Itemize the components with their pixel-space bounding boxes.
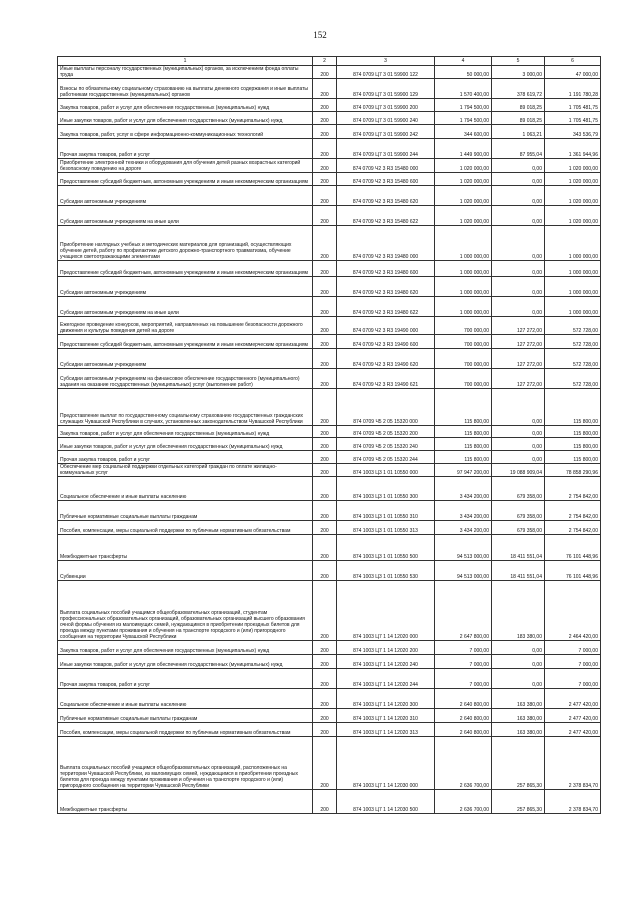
row-executed-cell: 679 358,00	[492, 477, 545, 501]
row-name-cell: Межбюджетные трансферты	[58, 790, 313, 814]
row-remaining-cell: 2 464 420,00	[545, 581, 601, 641]
row-admin-cell: 200	[313, 317, 337, 335]
row-executed-cell: 163 380,00	[492, 689, 545, 709]
row-code-cell: 874 1003 Ц7 1 14 12030 000	[337, 737, 435, 790]
row-executed-cell: 0,00	[492, 669, 545, 689]
row-admin-cell: 200	[313, 723, 337, 737]
row-executed-cell: 19 088 909,04	[492, 464, 545, 477]
row-code-cell: 874 1003 Ц7 1 14 12020 300	[337, 689, 435, 709]
row-planned-cell: 1 020 000,00	[435, 173, 492, 186]
row-remaining-cell: 115 800,00	[545, 426, 601, 438]
row-executed-cell: 183 380,00	[492, 581, 545, 641]
row-executed-cell: 163 380,00	[492, 709, 545, 723]
row-admin-cell: 200	[313, 335, 337, 349]
row-name-cell: Прочая закупка товаров, работ и услуг	[58, 139, 313, 159]
row-executed-cell: 0,00	[492, 655, 545, 669]
table-row	[58, 737, 601, 790]
table-row	[58, 66, 601, 79]
row-planned-cell: 1 000 000,00	[435, 261, 492, 277]
row-code-cell: 874 0709 Ч2 3 R3 19480 620	[337, 277, 435, 297]
table-row	[58, 669, 601, 689]
row-remaining-cell: 1 020 000,00	[545, 206, 601, 226]
row-executed-cell: 18 411 551,04	[492, 535, 545, 561]
row-remaining-cell: 1 000 000,00	[545, 297, 601, 317]
table-row	[58, 261, 601, 277]
row-name-cell: Приобретение наглядных учебных и методических материалов для организаций, осуществляющих обучение детей, работу по профилактике детского дорожно-транспортного травматизма, обучение учащихся светоотражающими элементами	[58, 226, 313, 261]
table-row	[58, 521, 601, 535]
row-admin-cell: 200	[313, 112, 337, 125]
table-row	[58, 464, 601, 477]
row-code-cell: 874 0709 Ч2 3 R3 19490 620	[337, 349, 435, 369]
row-code-cell: 874 1003 Ц3 1 01 10550 500	[337, 535, 435, 561]
row-planned-cell: 700 000,00	[435, 335, 492, 349]
row-executed-cell: 87 955,04	[492, 139, 545, 159]
row-remaining-cell: 2 477 420,00	[545, 723, 601, 737]
table-row	[58, 297, 601, 317]
header-cell: 4	[435, 57, 492, 66]
row-remaining-cell: 2 378 834,70	[545, 790, 601, 814]
row-code-cell: 874 1003 Ц7 1 14 12020 000	[337, 581, 435, 641]
row-remaining-cell: 1 191 780,28	[545, 79, 601, 99]
row-planned-cell: 115 800,00	[435, 438, 492, 451]
row-name-cell: Выплата социальных пособий учащимся общеобразовательных организаций, студентам профессиональных образовательных организаций, образовательных организаций высшего образования очной формы обучения из малоимущих семей, нуждающимся в приобретении проездных билетов для проезда между пунктами проживания и обучения на транспорте городского и (или) пригородного сообщения на территории Чувашской Республики	[58, 581, 313, 641]
row-name-cell: Субсидии автономным учреждениям на иные цели	[58, 297, 313, 317]
row-code-cell: 874 1003 Ц7 1 14 12020 244	[337, 669, 435, 689]
row-remaining-cell: 47 000,00	[545, 66, 601, 79]
row-executed-cell: 3 000,00	[492, 66, 545, 79]
row-name-cell: Иные закупки товаров, работ и услуг для обеспечения государственных (муниципальных) нужд	[58, 655, 313, 669]
table-row	[58, 335, 601, 349]
row-executed-cell: 1 063,21	[492, 125, 545, 139]
row-name-cell: Социальное обеспечение и иные выплаты населению	[58, 477, 313, 501]
row-code-cell: 874 0709 Ц7 3 01 59900 242	[337, 125, 435, 139]
row-admin-cell: 200	[313, 261, 337, 277]
table-row	[58, 689, 601, 709]
row-admin-cell: 200	[313, 477, 337, 501]
row-planned-cell: 115 800,00	[435, 426, 492, 438]
row-remaining-cell: 343 536,79	[545, 125, 601, 139]
row-planned-cell: 2 636 700,00	[435, 737, 492, 790]
row-remaining-cell: 115 800,00	[545, 438, 601, 451]
row-name-cell: Обеспечение мер социальной поддержки отдельных категорий граждан по оплате жилищно-коммунальных услуг	[58, 464, 313, 477]
row-admin-cell: 200	[313, 709, 337, 723]
row-name-cell: Предоставление субсидий бюджетным, автономным учреждениям и иным некоммерческим организациям	[58, 173, 313, 186]
row-remaining-cell: 572 728,00	[545, 349, 601, 369]
row-name-cell: Предоставление субсидий бюджетным, автономным учреждениям и иным некоммерческим организациям	[58, 335, 313, 349]
table-body	[58, 66, 601, 814]
row-admin-cell: 200	[313, 535, 337, 561]
row-remaining-cell: 7 000,00	[545, 669, 601, 689]
row-code-cell: 874 0709 Ч2 3 R3 15480 000	[337, 159, 435, 173]
row-name-cell: Приобретение электронной техники и оборудования для обучения детей разных возрастных категорий безопасному поведению на дороге	[58, 159, 313, 173]
row-admin-cell: 200	[313, 521, 337, 535]
row-executed-cell: 89 018,25	[492, 99, 545, 112]
row-executed-cell: 378 619,72	[492, 79, 545, 99]
row-admin-cell: 200	[313, 66, 337, 79]
header-cell: 6	[545, 57, 601, 66]
row-name-cell: Субвенции	[58, 561, 313, 581]
row-planned-cell: 1 449 900,00	[435, 139, 492, 159]
row-code-cell: 874 0709 Ц7 3 01 59900 244	[337, 139, 435, 159]
table-row	[58, 125, 601, 139]
row-admin-cell: 200	[313, 186, 337, 206]
row-name-cell: Выплата социальных пособий учащимся общеобразовательных организаций, расположенных на территории Чувашской Республики, из малоимущих семей, нуждающимся в приобретении проездных билетов для проезда между пунктами проживания и обучения на транспорте городского и (или) пригородного сообщения на территории Чувашской Республики	[58, 737, 313, 790]
row-code-cell: 874 1003 Ц7 1 14 12020 200	[337, 641, 435, 655]
row-remaining-cell: 2 477 420,00	[545, 709, 601, 723]
row-planned-cell: 3 434 200,00	[435, 501, 492, 521]
table-row	[58, 641, 601, 655]
header-cell: 5	[492, 57, 545, 66]
row-code-cell: 874 0709 Ч2 3 R3 19490 000	[337, 317, 435, 335]
row-executed-cell: 257 865,30	[492, 737, 545, 790]
row-planned-cell: 2 636 700,00	[435, 790, 492, 814]
table-row	[58, 438, 601, 451]
table-row	[58, 112, 601, 125]
row-planned-cell: 1 000 000,00	[435, 226, 492, 261]
row-executed-cell: 0,00	[492, 261, 545, 277]
row-name-cell: Социальное обеспечение и иные выплаты населению	[58, 689, 313, 709]
row-executed-cell: 127 272,00	[492, 335, 545, 349]
row-admin-cell: 200	[313, 426, 337, 438]
row-planned-cell: 1 000 000,00	[435, 297, 492, 317]
row-code-cell: 874 0709 Ч5 2 05 15320 000	[337, 389, 435, 426]
row-code-cell: 874 0709 Ч2 3 R3 15480 620	[337, 186, 435, 206]
row-name-cell: Взносы по обязательному социальному страхованию на выплаты денежного содержания и иные выплаты работникам государственных (муниципальных) органов	[58, 79, 313, 99]
row-name-cell: Иные закупки товаров, работ и услуг для обеспечения государственных (муниципальных) нужд	[58, 112, 313, 125]
row-executed-cell: 0,00	[492, 451, 545, 464]
row-code-cell: 874 0709 Ч2 3 R3 19480 600	[337, 261, 435, 277]
table-row	[58, 226, 601, 261]
row-executed-cell: 18 411 551,04	[492, 561, 545, 581]
row-admin-cell: 200	[313, 655, 337, 669]
row-code-cell: 874 0709 Ч2 3 R3 19480 622	[337, 297, 435, 317]
row-admin-cell: 200	[313, 689, 337, 709]
row-remaining-cell: 2 378 834,70	[545, 737, 601, 790]
row-remaining-cell: 7 000,00	[545, 655, 601, 669]
row-code-cell: 874 0709 Ц7 3 01 59900 122	[337, 66, 435, 79]
row-remaining-cell: 76 101 448,96	[545, 535, 601, 561]
table-row	[58, 501, 601, 521]
row-remaining-cell: 1 000 000,00	[545, 226, 601, 261]
row-code-cell: 874 0709 Ц7 3 01 59900 129	[337, 79, 435, 99]
row-executed-cell: 127 272,00	[492, 317, 545, 335]
row-code-cell: 874 0709 Ч2 3 R3 19490 621	[337, 369, 435, 389]
row-executed-cell: 0,00	[492, 277, 545, 297]
row-code-cell: 874 1003 Ц7 1 14 12020 313	[337, 723, 435, 737]
row-admin-cell: 200	[313, 125, 337, 139]
header-cell: 3	[337, 57, 435, 66]
row-executed-cell: 0,00	[492, 206, 545, 226]
row-remaining-cell: 1 020 000,00	[545, 159, 601, 173]
row-planned-cell: 1 570 400,00	[435, 79, 492, 99]
row-remaining-cell: 78 858 290,96	[545, 464, 601, 477]
row-remaining-cell: 572 728,00	[545, 369, 601, 389]
row-planned-cell: 2 640 800,00	[435, 723, 492, 737]
row-remaining-cell: 572 728,00	[545, 317, 601, 335]
row-admin-cell: 200	[313, 790, 337, 814]
row-planned-cell: 2 640 800,00	[435, 689, 492, 709]
row-name-cell: Предоставление субсидий бюджетным, автономным учреждениям и иным некоммерческим организациям	[58, 261, 313, 277]
row-remaining-cell: 2 754 842,00	[545, 501, 601, 521]
row-remaining-cell: 2 754 842,00	[545, 521, 601, 535]
row-executed-cell: 0,00	[492, 389, 545, 426]
row-remaining-cell: 572 728,00	[545, 335, 601, 349]
row-planned-cell: 115 800,00	[435, 389, 492, 426]
header-cell: 2	[313, 57, 337, 66]
table-row	[58, 349, 601, 369]
row-code-cell: 874 0709 Ч2 3 R3 15480 600	[337, 173, 435, 186]
row-admin-cell: 200	[313, 737, 337, 790]
row-planned-cell: 7 000,00	[435, 641, 492, 655]
row-name-cell: Закупка товаров, работ и услуг для обеспечения государственных (муниципальных) нужд	[58, 426, 313, 438]
row-planned-cell: 1 020 000,00	[435, 206, 492, 226]
row-planned-cell: 1 794 500,00	[435, 99, 492, 112]
row-name-cell: Иные выплаты персоналу государственных (муниципальных) органов, за исключением фонда оплаты труда	[58, 66, 313, 79]
row-admin-cell: 200	[313, 641, 337, 655]
row-name-cell: Публичные нормативные социальные выплаты гражданам	[58, 709, 313, 723]
row-admin-cell: 200	[313, 451, 337, 464]
row-name-cell: Пособия, компенсации, меры социальной поддержки по публичным нормативным обязательствам	[58, 521, 313, 535]
row-executed-cell: 0,00	[492, 641, 545, 655]
row-code-cell: 874 1003 Ц3 1 01 10550 313	[337, 521, 435, 535]
row-executed-cell: 163 380,00	[492, 723, 545, 737]
row-executed-cell: 0,00	[492, 159, 545, 173]
row-remaining-cell: 7 000,00	[545, 641, 601, 655]
row-name-cell: Ежегодное проведение конкурсов, мероприятий, направленных на повышение безопасности дорожного движения и культуры поведения детей на дороге	[58, 317, 313, 335]
row-code-cell: 874 0709 Ч2 3 R3 15480 622	[337, 206, 435, 226]
row-admin-cell: 200	[313, 349, 337, 369]
header-cell: 1	[58, 57, 313, 66]
row-remaining-cell: 2 754 842,00	[545, 477, 601, 501]
row-admin-cell: 200	[313, 159, 337, 173]
row-name-cell: Межбюджетные трансферты	[58, 535, 313, 561]
table-row	[58, 535, 601, 561]
row-planned-cell: 97 947 200,00	[435, 464, 492, 477]
table-row	[58, 426, 601, 438]
row-executed-cell: 257 865,30	[492, 790, 545, 814]
row-code-cell: 874 0709 Ц7 3 01 59900 240	[337, 112, 435, 125]
row-admin-cell: 200	[313, 561, 337, 581]
table-row	[58, 790, 601, 814]
row-admin-cell: 200	[313, 297, 337, 317]
row-executed-cell: 0,00	[492, 173, 545, 186]
row-admin-cell: 200	[313, 173, 337, 186]
table-row	[58, 723, 601, 737]
row-planned-cell: 700 000,00	[435, 317, 492, 335]
table-row	[58, 277, 601, 297]
row-remaining-cell: 115 800,00	[545, 389, 601, 426]
row-admin-cell: 200	[313, 206, 337, 226]
row-admin-cell: 200	[313, 99, 337, 112]
row-remaining-cell: 1 705 481,75	[545, 99, 601, 112]
row-planned-cell: 700 000,00	[435, 369, 492, 389]
table-row	[58, 206, 601, 226]
row-name-cell: Прочая закупка товаров, работ и услуг	[58, 451, 313, 464]
row-executed-cell: 89 018,25	[492, 112, 545, 125]
table-row	[58, 477, 601, 501]
row-planned-cell: 7 000,00	[435, 669, 492, 689]
row-code-cell: 874 1003 Ц3 1 01 10550 000	[337, 464, 435, 477]
row-admin-cell: 200	[313, 669, 337, 689]
row-planned-cell: 3 434 200,00	[435, 521, 492, 535]
table-row	[58, 99, 601, 112]
table-row	[58, 173, 601, 186]
row-remaining-cell: 1 705 481,75	[545, 112, 601, 125]
row-name-cell: Закупка товаров, работ и услуг для обеспечения государственных (муниципальных) нужд	[58, 641, 313, 655]
row-name-cell: Закупка товаров, работ, услуг в сфере информационно-коммуникационных технологий	[58, 125, 313, 139]
row-name-cell: Пособия, компенсации, меры социальной поддержки по публичным нормативным обязательствам	[58, 723, 313, 737]
row-code-cell: 874 0709 Ч5 2 05 15320 200	[337, 426, 435, 438]
row-planned-cell: 344 600,00	[435, 125, 492, 139]
row-admin-cell: 200	[313, 389, 337, 426]
table-row	[58, 581, 601, 641]
row-planned-cell: 1 000 000,00	[435, 277, 492, 297]
row-name-cell: Прочая закупка товаров, работ и услуг	[58, 669, 313, 689]
row-executed-cell: 0,00	[492, 186, 545, 206]
row-executed-cell: 0,00	[492, 226, 545, 261]
row-code-cell: 874 1003 Ц3 1 01 10550 310	[337, 501, 435, 521]
row-admin-cell: 200	[313, 277, 337, 297]
row-admin-cell: 200	[313, 79, 337, 99]
row-name-cell: Субсидии автономным учреждениям на финансовое обеспечение государственного (муниципального) задания на оказание государственных (муниципальных) услуг (выполнение работ)	[58, 369, 313, 389]
row-remaining-cell: 115 800,00	[545, 451, 601, 464]
row-admin-cell: 200	[313, 438, 337, 451]
table-row	[58, 451, 601, 464]
row-name-cell: Субсидии автономным учреждениям	[58, 349, 313, 369]
row-name-cell: Иные закупки товаров, работ и услуг для обеспечения государственных (муниципальных) нужд	[58, 438, 313, 451]
row-planned-cell: 2 647 800,00	[435, 581, 492, 641]
table-row	[58, 317, 601, 335]
row-planned-cell: 7 000,00	[435, 655, 492, 669]
row-planned-cell: 1 794 500,00	[435, 112, 492, 125]
row-remaining-cell: 1 000 000,00	[545, 277, 601, 297]
row-code-cell: 874 1003 Ц7 1 14 12020 240	[337, 655, 435, 669]
row-code-cell: 874 0709 Ч2 3 R3 19490 600	[337, 335, 435, 349]
row-name-cell: Закупка товаров, работ и услуг для обеспечения государственных (муниципальных) нужд	[58, 99, 313, 112]
row-executed-cell: 127 272,00	[492, 349, 545, 369]
row-executed-cell: 0,00	[492, 426, 545, 438]
row-admin-cell: 200	[313, 369, 337, 389]
table-row	[58, 369, 601, 389]
row-admin-cell: 200	[313, 464, 337, 477]
page-number: 152	[313, 30, 327, 40]
row-code-cell: 874 1003 Ц3 1 01 10550 300	[337, 477, 435, 501]
budget-table	[57, 56, 601, 814]
row-planned-cell: 1 020 000,00	[435, 159, 492, 173]
row-name-cell: Публичные нормативные социальные выплаты гражданам	[58, 501, 313, 521]
table-row	[58, 561, 601, 581]
row-code-cell: 874 1003 Ц3 1 01 10550 530	[337, 561, 435, 581]
row-planned-cell: 3 434 200,00	[435, 477, 492, 501]
row-planned-cell: 1 020 000,00	[435, 186, 492, 206]
table-row	[58, 159, 601, 173]
row-code-cell: 874 0709 Ц7 3 01 59900 200	[337, 99, 435, 112]
row-name-cell: Субсидии автономным учреждениям	[58, 186, 313, 206]
row-remaining-cell: 1 020 000,00	[545, 186, 601, 206]
row-planned-cell: 94 513 000,00	[435, 535, 492, 561]
table-row	[58, 186, 601, 206]
row-planned-cell: 700 000,00	[435, 349, 492, 369]
row-admin-cell: 200	[313, 501, 337, 521]
table-row	[58, 709, 601, 723]
row-planned-cell: 50 000,00	[435, 66, 492, 79]
row-remaining-cell: 2 477 420,00	[545, 689, 601, 709]
table-row	[58, 389, 601, 426]
row-executed-cell: 0,00	[492, 438, 545, 451]
row-name-cell: Предоставление выплат по государственному социальному страхованию государственных гражданских служащих Чувашской Республики в случаях, установленных законодательством Чувашской Республики	[58, 389, 313, 426]
row-code-cell: 874 1003 Ц7 1 14 12020 310	[337, 709, 435, 723]
table-row	[58, 139, 601, 159]
row-code-cell: 874 0709 Ч5 2 05 15320 240	[337, 438, 435, 451]
table-row	[58, 79, 601, 99]
row-planned-cell: 94 513 000,00	[435, 561, 492, 581]
row-planned-cell: 2 640 800,00	[435, 709, 492, 723]
row-code-cell: 874 1003 Ц7 1 14 12030 500	[337, 790, 435, 814]
row-planned-cell: 115 800,00	[435, 451, 492, 464]
row-executed-cell: 127 272,00	[492, 369, 545, 389]
row-executed-cell: 679 358,00	[492, 501, 545, 521]
table-header-row	[58, 57, 601, 66]
row-remaining-cell: 1 000 000,00	[545, 261, 601, 277]
row-remaining-cell: 76 101 448,96	[545, 561, 601, 581]
row-executed-cell: 679 358,00	[492, 521, 545, 535]
row-name-cell: Субсидии автономным учреждениям	[58, 277, 313, 297]
row-code-cell: 874 0709 Ч5 2 05 15320 244	[337, 451, 435, 464]
row-name-cell: Субсидии автономным учреждениям на иные цели	[58, 206, 313, 226]
row-admin-cell: 200	[313, 139, 337, 159]
row-executed-cell: 0,00	[492, 297, 545, 317]
table-row	[58, 655, 601, 669]
row-code-cell: 874 0709 Ч2 3 R3 19480 000	[337, 226, 435, 261]
row-admin-cell: 200	[313, 581, 337, 641]
row-admin-cell: 200	[313, 226, 337, 261]
row-remaining-cell: 1 361 944,96	[545, 139, 601, 159]
row-remaining-cell: 1 020 000,00	[545, 173, 601, 186]
